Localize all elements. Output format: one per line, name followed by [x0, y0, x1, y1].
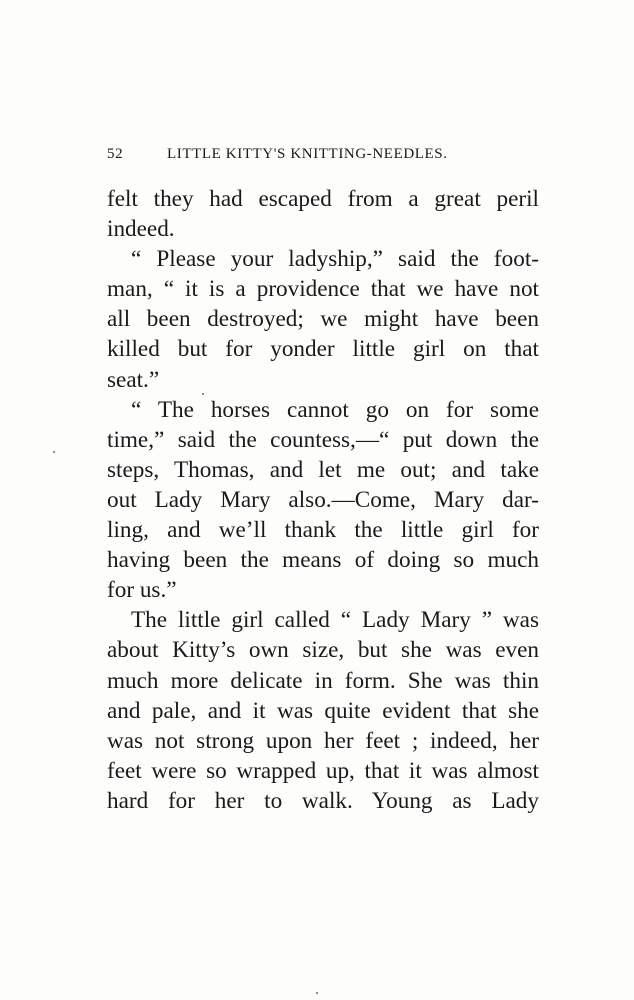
print-speck [202, 393, 204, 395]
text-line: “ The horses cannot go on for some [131, 396, 539, 423]
text-line: ling, and we’ll thank the little girl for [107, 517, 539, 544]
text-line: out Lady Mary also.—Come, Mary dar- [107, 486, 539, 513]
text-line: killed but for yonder little girl on that [107, 336, 539, 363]
text-line: time,” said the countess,—“ put down the [107, 426, 539, 453]
page-header [107, 146, 537, 168]
text-line: “ Please your ladyship,” said the foot- [131, 246, 539, 273]
text-line: The little girl called “ Lady Mary ” was [131, 607, 539, 634]
text-line: for us.” [107, 577, 177, 604]
page-number: 52 [107, 146, 124, 162]
text-line: feet were so wrapped up, that it was almost [107, 757, 539, 784]
text-line: was not strong upon her feet ; indeed, her [107, 727, 539, 754]
text-line: and pale, and it was quite evident that she [107, 697, 539, 724]
text-line: much more delicate in form. She was thin [107, 667, 539, 694]
running-title: LITTLE KITTY'S KNITTING-NEEDLES. [167, 146, 448, 162]
text-line: having been the means of doing so much [107, 547, 539, 574]
text-line: seat.” [107, 366, 160, 393]
text-line: about Kitty’s own size, but she was even [107, 637, 539, 664]
text-line: felt they had escaped from a great peril [107, 186, 539, 212]
text-line: steps, Thomas, and let me out; and take [107, 456, 539, 483]
text-line: indeed. [107, 216, 175, 243]
print-speck [53, 451, 55, 453]
text-line: all been destroyed; we might have been [107, 306, 539, 333]
body-text [107, 184, 539, 816]
text-line: hard for her to walk. Young as Lady [107, 787, 539, 814]
print-speck [316, 992, 318, 994]
text-line: man, “ it is a providence that we have not [107, 276, 539, 303]
